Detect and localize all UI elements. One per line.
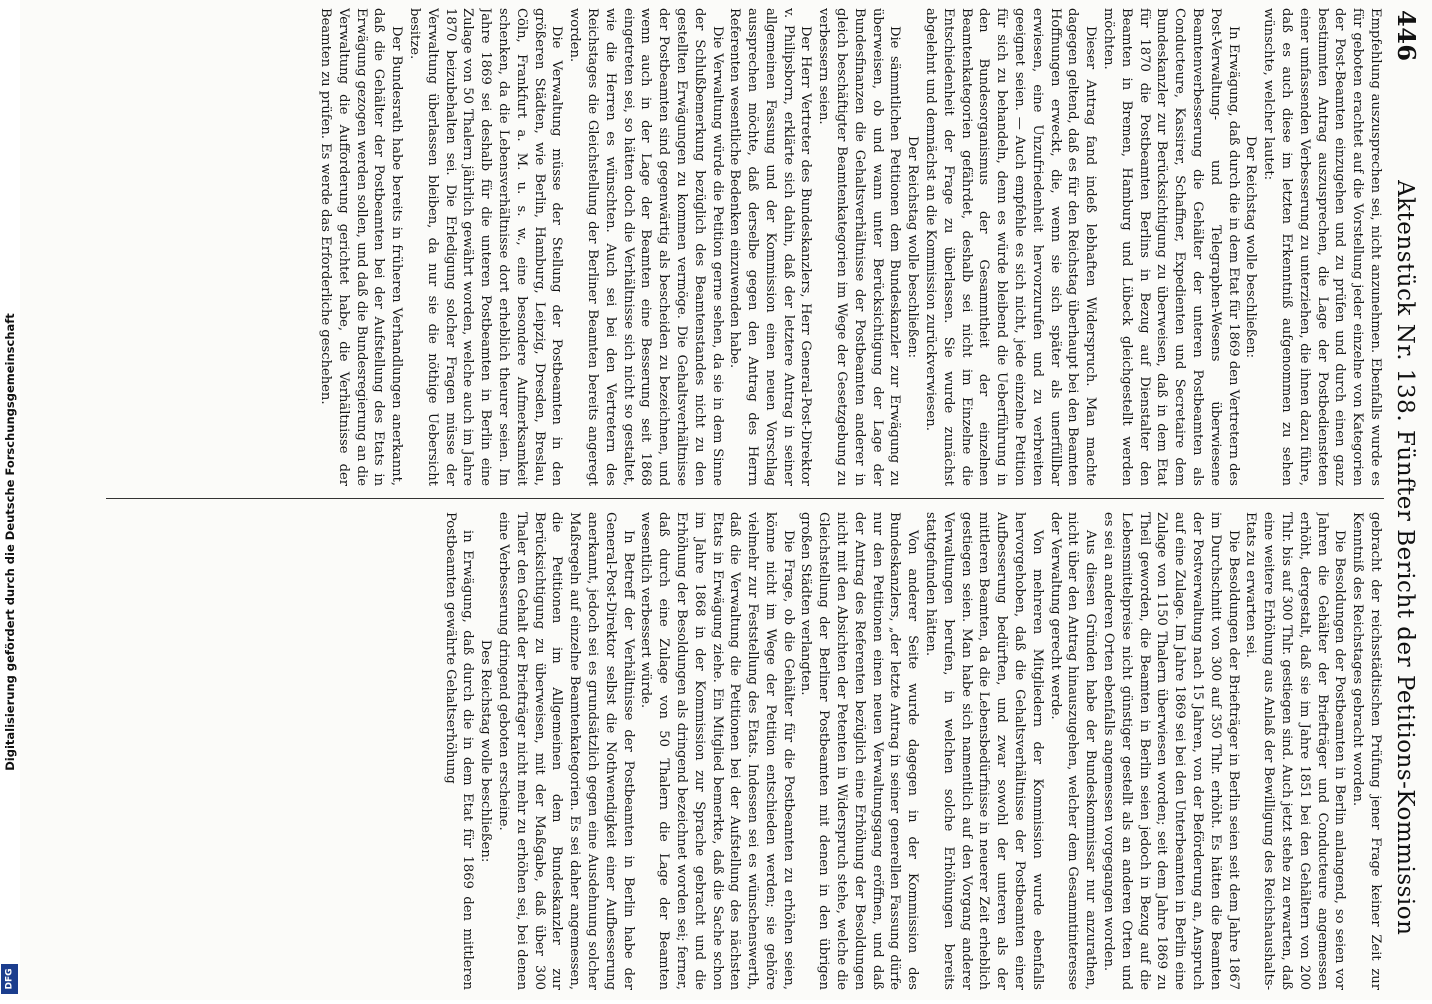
dfg-logo-icon <box>1 964 18 994</box>
paragraph: Der Bundesrath habe bereits in früheren Verhandlungen anerkannt, daß die Gehälter der Postbeamten bei der Aufstellung des Etats in Erwägung gezogen werden sollen, und daß die Bundesregierung an die Verwaltung die Aufforderung gerichtet habe, die Verhältnisse der Beamten zu prüfen. Es werde das Erforderliche geschehen. <box>317 8 405 486</box>
paragraph: Die sämmtlichen Petitionen dem Bundeskanzler zur Erwägung zu überweisen, ob und wann unter Berücksichtigung der Lage der Bundesfinanzen die Gehaltsverhältnisse der Postbeamten anderer in gleich beschäftigter Beamtenkategorien im Wege der Gesetzgebung zu verbessern seien. <box>816 8 903 486</box>
paragraph: Empfehlung auszusprechen sei, nicht anzunehmen. Ebenfalls wurde es für geboten erachtet auf die Vorstellung jeder einzelne von Kategorien der Post-Beamten einzugehen und zu prüfen und durch einen ganz bestimmten Antrag auszusprechen, die Lage der Postbediensteten einer umfassenden Verbesserung zu unterziehen, die ihnen dazu führe, daß es auch diese im letzten Erkenntniß aufgenommen zu sehen wünschte, welcher lautet: <box>1261 8 1383 486</box>
paragraph: Der Reichstag wolle beschließen: <box>905 135 921 359</box>
dfg-logo-text: DFG <box>4 968 15 990</box>
paragraph: Von mehreren Mitgliedern der Kommission wurde ebenfalls hervorgehoben, daß die Gehaltsverhältnisse der Postbeamten einer Aufbesserung bedürften, und zwar sowohl der unteren als der mittleren Beamten, da die Lebensbedürfnisse in neuerer Zeit erheblich gestiegen seien. Man habe sich namentlich auf den Vorgang anderer Verwaltungen berufen, in welchen solche Erhöhungen bereits stattgefunden hätten. <box>923 512 1045 990</box>
paragraph: In Betreff der Verhältnisse der Postbeamten in Berlin habe der General-Post-Direktor selbst die Nothwendigkeit einer Aufbesserung anerkannt, jedoch sei es grundsätzlich gegen eine Ausdehnung solcher Maßregeln auf einzelne Beamtenkategorien. Es sei daher angemessen, die Petitionen im Allgemeinen dem Bundeskanzler zur Berücksichtigung zu überweisen, mit der Maßgabe, daß über 300 Thaler den Gehalt der Briefträger nicht mehr zu erhöhen sei, bei denen eine Verbesserung dringend geboten erscheine. <box>495 512 636 990</box>
text-columns <box>106 0 1384 1000</box>
right-column <box>106 512 1384 990</box>
paragraph: Von anderer Seite wurde dagegen in der Kommission des Bundeskanzlers, „der letzte Antrag in seiner generellen Fassung dürfe nur den Petitionen einen neuen Verwaltungsgang eröffnen, und daß der Antrag des Referenten bezüglich eine Erhöhung der Besoldungen nicht mit den Absichten der Petenten in Widerspruch stehe, welche die Gleichstellung der Berliner Postbeamten mit denen in den übrigen großen Städten verlangten. <box>798 512 921 990</box>
running-header <box>1390 0 1426 1000</box>
left-column <box>106 8 1384 486</box>
paragraph: Die Verwaltung würde die Petition gerne sehen, da sie in dem Sinne der Schlußbemerkung bezüglich des Beamtenstandes nicht zu den gestellten Erwägungen zu kommen vermöge. Die Gehaltsverhältnisse der Postbeamten sind gegenwärtig als bescheiden zu bezeichnen, und wenn auch in der Lage der Beamten eine Besserung seit 1868 eingetreten sei, so hätten doch die Verhältnisse sich nicht so gestaltet, wie die Herren es wünschten. Auch sei bei den Vertretern des Reichstages die Gleichstellung der Berliner Beamten bereits angeregt worden. <box>567 8 725 486</box>
page-number: 446 <box>1392 10 1421 62</box>
paragraph: Der Herr Vertreter des Bundeskanzlers, Herr General-Post-Direktor v. Philipsborn, erklärte sich dahin, daß der letztere Antrag in seiner allgemeinen Fassung und der Kommission einen neuen Vorschlag aussprechen möchte, daß derselbe gegen den Antrag des Herrn Referenten wesentliche Bedenken einzuwenden habe. <box>727 8 814 486</box>
paragraph: Die Besoldungen der Briefträger in Berlin seien seit dem Jahre 1867 im Durchschnitt von 300 auf 350 Thlr. erhöht. Es hätten die Beamten der Postverwaltung nach 15 Jahren, von der Beförderung an, Anspruch auf eine Zulage. Im Jahre 1869 sei bei den Unterbeamten in Berlin eine Zulage von 1150 Thalern überwiesen worden; seit dem Jahre 1869 zu Theil geworden, die Beamten in Berlin seien jedoch in Bezug auf die Lebensmittelpreise nicht günstiger gestellt als an anderen Orten und es sei an anderen Orten ebenfalls angemessen vorgegangen worden. <box>1101 512 1241 990</box>
column-divider <box>106 498 1384 499</box>
running-title: Aktenstück Nr. 138. Fünfter Bericht der Petitions-Kommission <box>1392 180 1418 936</box>
paragraph: Aus diesen Gründen habe der Bundeskommissar nur anzurathen, nicht über den Antrag hinauszugehen, welcher dem Gesammtinteresse der Verwaltung gerecht werde. <box>1047 512 1099 990</box>
paragraph: Die Besoldungen der Postbeamten in Berlin anlangend, so seien vor Jahren die Gehälter der Briefträger und Conducteure angemessen erhöht, dergestalt, daß sie im Jahre 1851 bei den Gehältern von 200 Thlr. bis auf 300 Thlr. gestiegen sind. Auch jetzt stehe zu erwarten, daß eine weitere Erhöhung aus Anlaß der Bewilligung des Reichshaushalts-Etats zu erwarten sei. <box>1243 512 1348 990</box>
paragraph: In Erwägung, daß durch die in dem Etat für 1869 den Vertretern des Post-Verwaltung- und Telegraphen-Wesens überwiesene Beamtenverbesserung die Gehälter der unteren Postbeamten als Conducteure, Kassirer, Schaffner, Expedienten und Secretaire dem Bundeskanzler zur Berücksichtigung zu überweisen, daß in dem Etat für 1870 die Postbeamten Berlins in Bezug auf Dienstalter den Beamten in Bremen, Hamburg und Lübeck gleichgestellt werden möchten. <box>1101 8 1241 486</box>
paragraph: Die Frage, ob die Gehälter für die Postbeamten zu erhöhen seien, könne nicht im Wege der Petition entschieden werden; sie gehöre vielmehr zur Feststellung des Etats. Indessen sei es wünschenswerth, daß die Verwaltung die Petitionen bei der Aufstellung des nächsten Etats in Erwägung ziehe. Ein Mitglied bemerkte, daß die Sache schon im Jahre 1868 in der Kommission zur Sprache gebracht und die Erhöhung der Besoldungen als dringend bezeichnet worden sei; ferner, daß durch eine Zulage von 50 Thalern die Lage der Beamten wesentlich verbessert würde. <box>638 512 796 990</box>
paragraph: in Erwägung, daß durch die in dem Etat für 1869 den mittleren Postbeamten gewährte Gehaltserhöhung <box>442 512 476 990</box>
digitization-footer <box>0 0 20 1000</box>
paragraph: Der Reichstag wolle beschließen: <box>1243 135 1259 359</box>
paragraph: gebracht der reichsstädtischen Prüfung jener Frage keiner Zeit zur Kenntniß des Reichstages gebracht worden. <box>1350 512 1383 990</box>
paragraph: Dieser Antrag fand indeß lebhaften Widerspruch. Man machte dagegen geltend, daß es für den Reichstag überhaupt bei den Beamten Hoffnungen erweckt, die, wenn sie sich später als unerfüllbar erwiesen, eine Unzufriedenheit hervorzurufen und zu verbreiten geeignet seien. — Auch empfehle es sich nicht, jede einzelne Petition für sich zu behandeln, denn es würde bleibend die Ueberführung in den Bundesorganismus der Gesammtheit der einzelnen Beamtenkategorien gefährdet, deshalb sei nicht im Einzelne die Entschiedenheit der Frage zu überlassen. Sie wurde zunächst abgelehnt und demnächst an die Kommission zurückverwiesen. <box>923 8 1099 486</box>
rotated-document-sheet <box>106 0 1432 1000</box>
paragraph: Die Verwaltung müsse der Stellung der Postbeamten in den größeren Städten, wie Berlin, Hamburg, Leipzig, Dresden, Breslau, Cöln, Frankfurt a. M. u. s. w., eine besondere Aufmerksamkeit schenken, da die Lebensverhältnisse dort erheblich theurer seien. Im Jahre 1869 sei deshalb für die unteren Postbeamten in Berlin eine Zulage von 50 Thalern jährlich gewährt worden, welche auch im Jahre 1870 beizubehalten sei. Die Erledigung solcher Fragen müsse der Verwaltung überlassen bleiben, da nur sie die nöthige Uebersicht besitze. <box>406 8 565 486</box>
paragraph: Des Reichstag wolle beschließen: <box>478 639 494 863</box>
digitization-note: Digitalisierung gefördert durch die Deutsche Forschungsgemeinschaft <box>3 313 17 771</box>
